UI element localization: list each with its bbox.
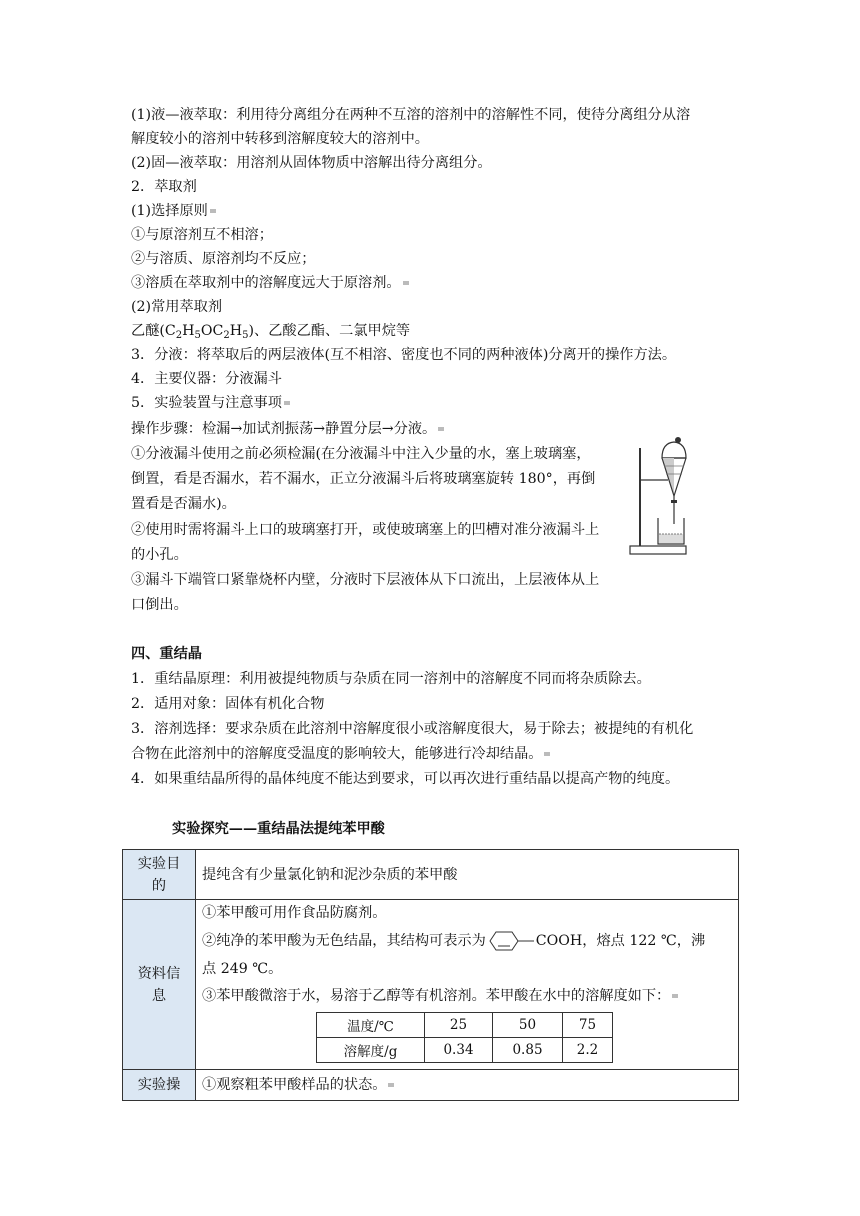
cell-text: 点 249 ℃。	[202, 961, 283, 977]
row-label	[123, 850, 196, 900]
table-row	[123, 1070, 739, 1101]
marker-icon	[672, 994, 678, 998]
text-span: H	[182, 323, 195, 339]
marker-icon	[284, 401, 290, 405]
subscript: 2	[175, 330, 183, 341]
text-span: OC	[200, 323, 224, 339]
text-line	[131, 201, 216, 221]
text-line: ①与原溶剂互不相溶；	[131, 227, 273, 243]
section-heading: 2．萃取剂	[131, 179, 197, 195]
text-line: ②与溶质、原溶剂均不反应；	[131, 251, 316, 267]
text-span: ②纯净的苯甲酸为无色结晶，其结构可表示为	[202, 933, 486, 949]
text-line: (1)液—液萃取：利用待分离组分在两种不互溶的溶剂中的溶解性不同，使待分离组分从溶	[131, 107, 691, 123]
text-line: ③漏斗下端管口紧靠烧杯内壁，分液时下层液体从下口流出，上层液体从上	[131, 572, 600, 588]
table-cell: 25	[425, 1013, 493, 1038]
subscript: 5	[242, 330, 249, 341]
text-line	[131, 393, 290, 413]
row-content	[196, 900, 739, 1070]
subscript: 5	[194, 330, 201, 341]
text-span: 5．实验装置与注意事项	[131, 395, 282, 411]
text-line: 3．溶剂选择：要求杂质在此溶剂中溶解度很小或溶解度很大，易于除去；被提纯的有机化	[131, 721, 694, 737]
formula-line	[131, 321, 410, 341]
section-heading: 四、重结晶	[131, 646, 202, 662]
table-cell: 50	[493, 1013, 563, 1038]
benzene-ring-icon	[486, 930, 536, 952]
text-line: (2)常用萃取剂	[131, 299, 223, 315]
text-line: 口倒出。	[131, 597, 188, 613]
text-line: 的小孔。	[131, 547, 188, 563]
text-line: 解度较小的溶剂中转移到溶解度较大的溶剂中。	[131, 131, 429, 147]
text-span: ①观察粗苯甲酸样品的状态。	[202, 1077, 387, 1093]
table-cell: 温度/℃	[317, 1013, 425, 1038]
text-line	[131, 273, 409, 293]
text-span: )、乙酸乙酯、二氯甲烷等	[248, 323, 411, 339]
table-cell: 75	[563, 1013, 613, 1038]
table-cell: 0.34	[425, 1038, 493, 1063]
row-label-text: 息	[151, 987, 167, 1004]
text-line: (2)固—液萃取：用溶剂从固体物质中溶解出待分离组分。	[131, 155, 492, 171]
text-line: 4．如果重结晶所得的晶体纯度不能达到要求，可以再次进行重结晶以提高产物的纯度。	[131, 771, 680, 787]
row-label-text: 资料信	[137, 965, 181, 982]
text-line	[131, 744, 550, 764]
table-cell: 0.85	[493, 1038, 563, 1063]
row-label-text: 实验目	[137, 855, 181, 872]
table-cell: 2.2	[563, 1038, 613, 1063]
text-span: H	[229, 323, 243, 339]
text-line: 3．分液：将萃取后的两层液体(互不相溶、密度也不同的两种液体)分离开的操作方法。	[131, 347, 677, 363]
text-line: ①分液漏斗使用之前必须检漏(在分液漏斗中注入少量的水，塞上玻璃塞，	[131, 446, 591, 462]
text-line: 置看是否漏水)。	[131, 496, 236, 512]
row-content	[196, 1070, 739, 1101]
separatory-funnel-apparatus	[628, 428, 688, 556]
table-row	[317, 1038, 613, 1063]
experiment-title: 实验探究——重结晶法提纯苯甲酸	[172, 821, 385, 837]
row-label-text: 的	[151, 877, 167, 894]
cell-text	[196, 1070, 738, 1100]
cell-text: ①苯甲酸可用作食品防腐剂。	[202, 905, 387, 921]
row-label	[123, 900, 196, 1070]
text-line: 1．重结晶原理：利用被提纯物质与杂质在同一溶剂中的溶解度不同而将杂质除去。	[131, 671, 651, 687]
table-cell: 溶解度/g	[317, 1038, 425, 1063]
subscript: 2	[223, 330, 230, 341]
text-span: (1)选择原则	[131, 203, 208, 219]
table-row	[123, 850, 739, 900]
text-span: 合物在此溶剂中的溶解度受温度的影响较大，能够进行冷却结晶。	[131, 746, 543, 762]
marker-icon	[388, 1083, 394, 1087]
text-line	[131, 419, 444, 439]
marker-icon	[438, 427, 444, 431]
marker-icon	[403, 281, 409, 285]
text-span: ③苯甲酸微溶于水，易溶于乙醇等有机溶剂。苯甲酸在水中的溶解度如下：	[202, 988, 671, 1004]
row-label: 实验操	[123, 1070, 196, 1101]
solubility-table	[316, 1012, 613, 1063]
cell-text: 提纯含有少量氯化钠和泥沙杂质的苯甲酸	[202, 866, 458, 883]
marker-icon	[210, 209, 216, 213]
text-span: 乙醚(C	[131, 323, 176, 339]
text-line: 2．适用对象：固体有机化合物	[131, 696, 325, 712]
table-row	[123, 900, 739, 1070]
experiment-table	[122, 849, 739, 1101]
text-span: 操作步骤：检漏→加试剂振荡→静置分层→分液。	[131, 421, 437, 437]
text-span: ③溶质在萃取剂中的溶解度远大于原溶剂。	[131, 275, 401, 291]
cell-text	[196, 926, 738, 956]
text-line: ②使用时需将漏斗上口的玻璃塞打开，或使玻璃塞上的凹槽对准分液漏斗上	[131, 522, 600, 538]
row-content	[196, 850, 739, 900]
table-row	[317, 1013, 613, 1038]
cell-text	[196, 982, 738, 1010]
text-line: 4．主要仪器：分液漏斗	[131, 371, 282, 387]
text-line: 倒置，看是否漏水，若不漏水，正立分液漏斗后将玻璃塞旋转 180°，再倒	[131, 471, 596, 487]
text-span: COOH，熔点 122 ℃，沸	[535, 933, 706, 949]
marker-icon	[544, 752, 550, 756]
